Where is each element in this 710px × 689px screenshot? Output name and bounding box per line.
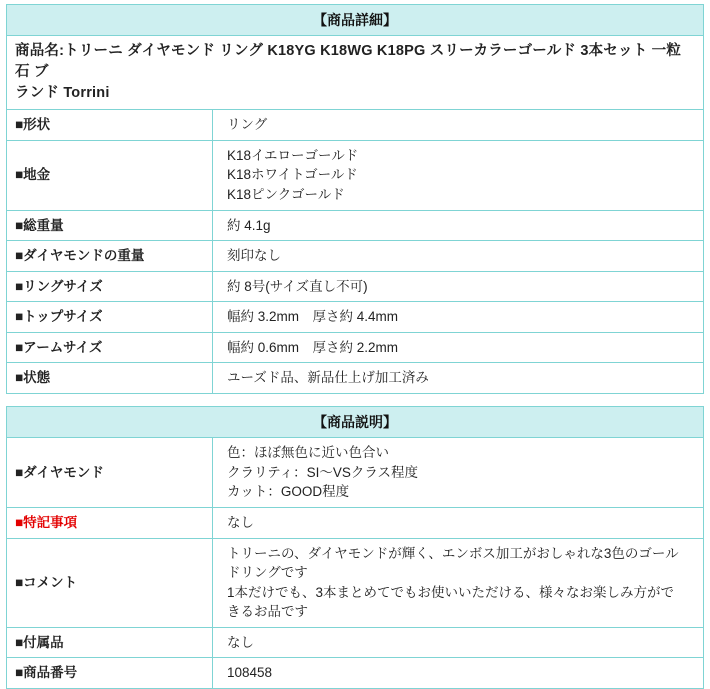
spec-label-ring-size: ■リングサイズ [7, 271, 213, 302]
table-row [7, 210, 704, 241]
spec-value-ring-size: 約 8号(サイズ直し不可) [213, 271, 704, 302]
spec-value-total-weight: 約 4.1g [213, 210, 704, 241]
table-row [7, 110, 704, 141]
comment-line-1: トリーニの、ダイヤモンドが輝く、エンボス加工がおしゃれな3色のゴール [227, 545, 679, 561]
desc-value-comment [213, 538, 704, 627]
spec-value-diamond-weight: 刻印なし [213, 241, 704, 272]
product-name-label: 商品名: [15, 43, 65, 60]
spec-value-shape: リング [213, 110, 704, 141]
metal-line-3: K18ピンクゴールド [227, 187, 345, 203]
table-row [7, 363, 704, 394]
desc-value-diamond [213, 438, 704, 508]
desc-label-accessories: ■付属品 [7, 627, 213, 658]
metal-line-2: K18ホワイトゴールド [227, 167, 358, 183]
spec-label-condition: ■状態 [7, 363, 213, 394]
spec-value-arm-size: 幅約 0.6mm 厚さ約 2.2mm [213, 332, 704, 363]
metal-line-1: K18イエローゴールド [227, 147, 359, 163]
table-row [7, 538, 704, 627]
spec-label-arm-size: ■アームサイズ [7, 332, 213, 363]
desc-label-product-number: ■商品番号 [7, 658, 213, 689]
spec-label-total-weight: ■総重量 [7, 210, 213, 241]
desc-label-comment: ■コメント [7, 538, 213, 627]
table-row [7, 507, 704, 538]
spec-value-top-size: 幅約 3.2mm 厚さ約 4.4mm [213, 302, 704, 333]
product-description-table [6, 406, 704, 689]
desc-value-accessories: なし [213, 627, 704, 658]
section-gap [6, 394, 704, 406]
desc-value-product-number: 108458 [213, 658, 704, 689]
detail-section-header-row [7, 5, 704, 36]
spec-label-diamond-weight: ■ダイヤモンドの重量 [7, 241, 213, 272]
spec-label-metal: ■地金 [7, 140, 213, 210]
spec-label-top-size: ■トップサイズ [7, 302, 213, 333]
desc-label-diamond: ■ダイヤモンド [7, 438, 213, 508]
table-row [7, 241, 704, 272]
product-name-cell [7, 36, 704, 110]
spec-value-condition: ユーズド品、新品仕上げ加工済み [213, 363, 704, 394]
product-name-line2: ランド Torrini [15, 85, 110, 102]
product-name-line1: トリーニ ダイヤモンド リング K18YG K18WG K18PG スリーカラーゴールド 3本セット 一粒石 ブ [15, 43, 682, 81]
table-row [7, 438, 704, 508]
diamond-line-3: カット：GOOD程度 [227, 484, 350, 500]
comment-line-3: 1本だけでも、3本まとめてでもお使いいただける、様々なお楽しみ方がで [227, 584, 675, 600]
description-section-header-row [7, 406, 704, 437]
table-row [7, 658, 704, 689]
product-detail-table [6, 4, 704, 394]
description-section-header: 【商品説明】 [7, 406, 704, 437]
spec-value-metal [213, 140, 704, 210]
comment-line-2: ドリングです [227, 565, 308, 581]
comment-line-4: きるお品です [227, 604, 308, 620]
diamond-line-1: 色：ほぼ無色に近い色合い [227, 445, 389, 461]
table-row [7, 140, 704, 210]
table-row [7, 302, 704, 333]
table-row [7, 271, 704, 302]
desc-label-special-notes: ■特記事項 [7, 507, 213, 538]
diamond-line-2: クラリティ：SI〜VSクラス程度 [227, 464, 419, 480]
table-row [7, 627, 704, 658]
desc-value-special-notes: なし [213, 507, 704, 538]
product-name-row [7, 36, 704, 110]
table-row [7, 332, 704, 363]
spec-label-shape: ■形状 [7, 110, 213, 141]
detail-section-header: 【商品詳細】 [7, 5, 704, 36]
